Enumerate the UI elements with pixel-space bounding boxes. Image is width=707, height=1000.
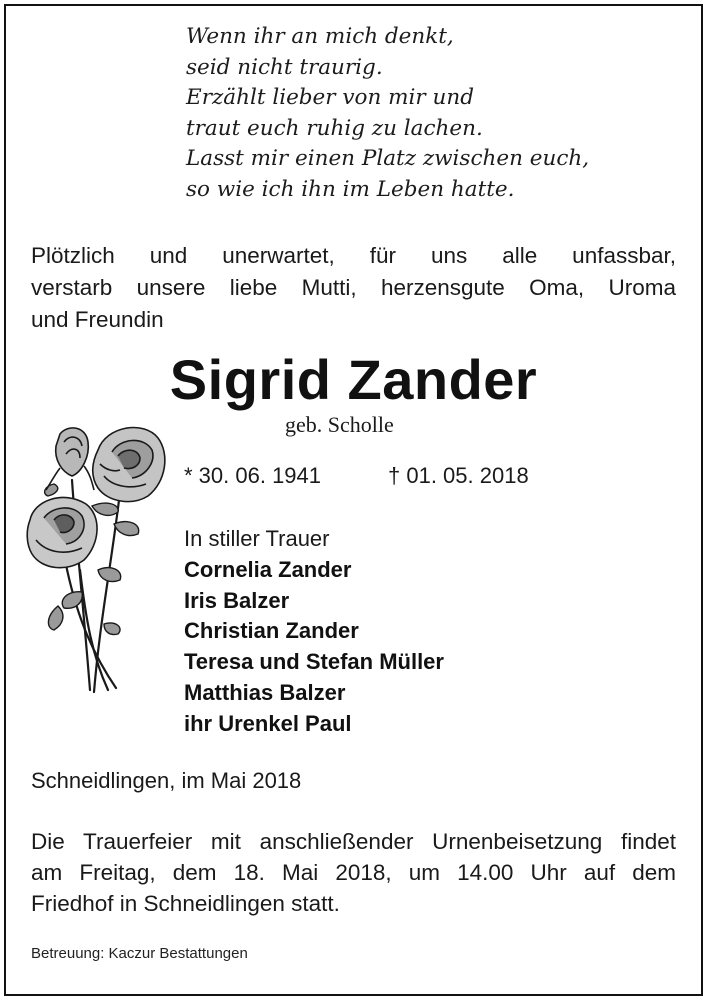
poem-line: seid nicht traurig. — [186, 54, 383, 80]
rose-large — [93, 428, 165, 502]
deceased-name: Sigrid Zander — [169, 348, 538, 411]
rose-lower — [27, 497, 97, 567]
poem-line: Erzählt lieber von mir und — [186, 85, 474, 111]
place-date: Schneidlingen, im Mai 2018 — [31, 768, 302, 793]
ceremony-line: Die Trauerfeier mit anschließender Urnenbeisetzung findet — [31, 829, 676, 854]
roses-illustration — [20, 420, 170, 700]
poem-line: traut euch ruhig zu lachen. — [186, 115, 483, 141]
leaf — [98, 568, 121, 582]
death-date: † 01. 05. 2018 — [388, 463, 529, 488]
funeral-home-credit: Betreuung: Kaczur Bestattungen — [31, 945, 248, 962]
poem — [186, 22, 656, 206]
leaf — [62, 592, 82, 609]
poem-line: so wie ich ihn im Leben hatte. — [186, 176, 515, 202]
poem-line: Wenn ihr an mich denkt, — [186, 24, 454, 49]
mourner-name: Christian Zander — [184, 618, 359, 644]
announcement-line: und Freundin — [31, 307, 164, 332]
announcement-line: Plötzlich und unerwartet, für uns alle unfassbar, — [31, 243, 676, 268]
leaf — [104, 623, 120, 635]
announcement-line: verstarb unsere liebe Mutti, herzensgute Oma, Uroma — [31, 275, 676, 300]
mourner-name: Teresa und Stefan Müller — [184, 649, 444, 675]
birth-date: * 30. 06. 1941 — [184, 463, 322, 488]
announcement-text — [31, 240, 676, 336]
leaf — [48, 606, 63, 630]
poem-line: Lasst mir einen Platz zwischen euch, — [186, 146, 590, 172]
maiden-name: geb. Scholle — [285, 412, 394, 437]
ceremony-text — [31, 826, 676, 919]
leaf — [114, 522, 139, 536]
ceremony-line: am Freitag, dem 18. Mai 2018, um 14.00 Uhr auf dem — [31, 860, 676, 885]
mourners-lead: In stiller Trauer — [184, 526, 330, 551]
mourners-block — [184, 524, 444, 740]
rose-bud — [46, 428, 94, 490]
mourner-name: ihr Urenkel Paul — [184, 710, 352, 736]
mourner-name: Matthias Balzer — [184, 679, 346, 705]
ceremony-line: Friedhof in Schneidlingen statt. — [31, 891, 340, 916]
leaf — [92, 503, 118, 515]
mourner-name: Iris Balzer — [184, 587, 290, 613]
mourner-name: Cornelia Zander — [184, 556, 352, 582]
